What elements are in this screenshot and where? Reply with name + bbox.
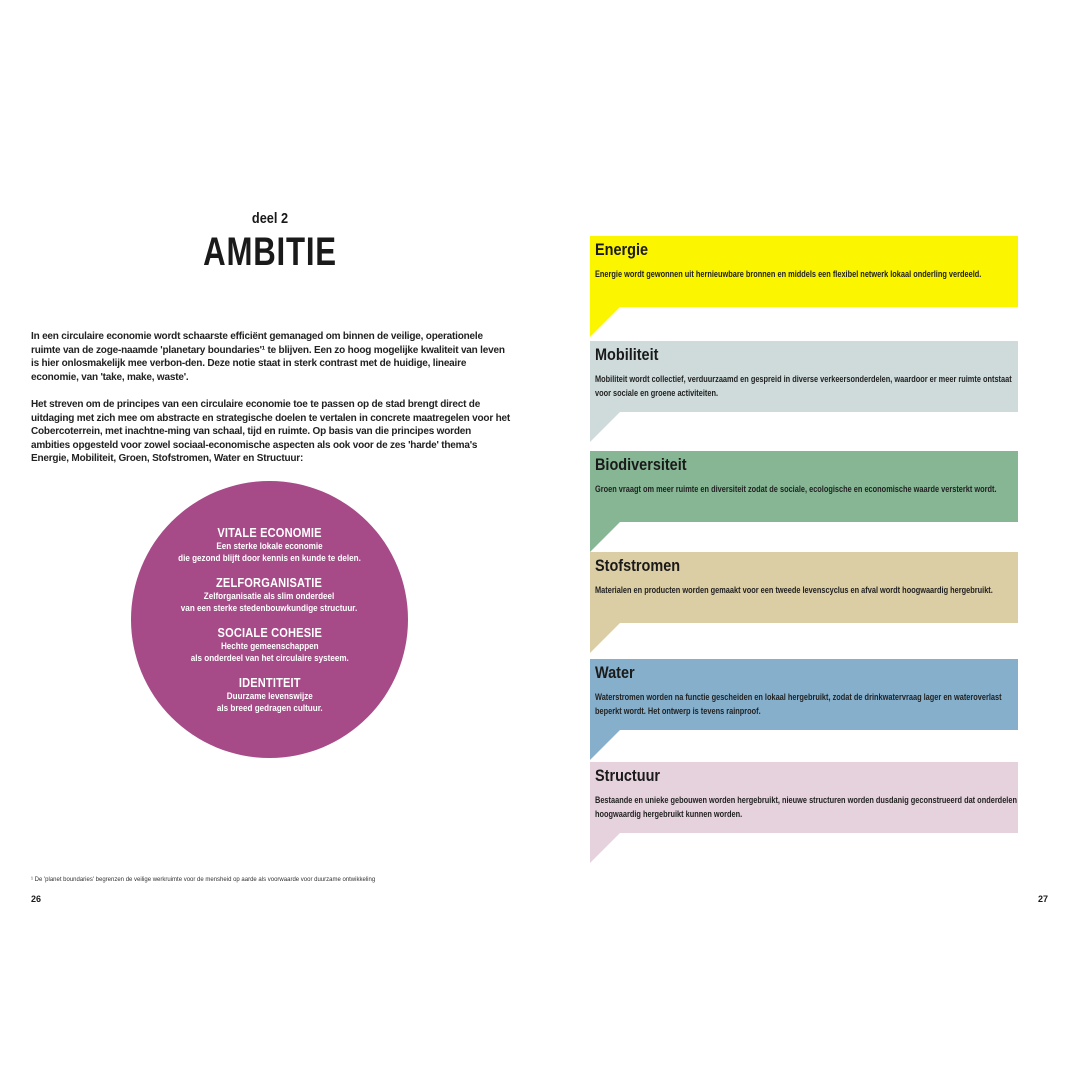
theme-energie: [590, 236, 1018, 307]
speech-tail-icon: [590, 307, 620, 337]
speech-tail-icon: [590, 412, 620, 442]
theme-title: Mobiliteit: [595, 345, 659, 364]
principle-description: Hechte gemeenschappen als onderdeel van het circulaire systeem.: [190, 640, 349, 663]
theme-text: Waterstromen worden na functie gescheiden en lokaal hergebruikt, zodat de drinkwatervraag lager en wateroverlast beperkt wordt. Het ontwerp is tevens rainproof.: [595, 692, 1002, 716]
principle-vitale-economie: [168, 525, 371, 565]
theme-structuur: [590, 762, 1018, 833]
principle-sociale-cohesie: [182, 625, 358, 665]
theme-text: Groen vraagt om meer ruimte en diversiteit zodat de sociale, ecologische en economische waarde versterkt wordt.: [595, 484, 997, 494]
theme-water: [590, 659, 1018, 730]
footnote: ¹ De 'planet boundaries' begrenzen de veilige werkruimte voor de mensheid op aarde als voorwaarde voor duurzame ontwikkeling: [31, 877, 376, 883]
theme-text: Mobiliteit wordt collectief, verduurzaamd en gespreid in diverse verkeersonderdelen, waardoor er meer ruimte ontstaat voor sociale en groene activiteiten.: [595, 374, 1012, 398]
section-label: deel 2: [251, 210, 289, 227]
principles-circle: [131, 481, 408, 758]
page-title: AMBITIE: [203, 230, 337, 274]
principle-zelforganisatie: [171, 575, 367, 615]
page-number: 27: [1037, 894, 1048, 904]
speech-tail-icon: [590, 833, 620, 863]
speech-tail-icon: [590, 623, 620, 653]
theme-biodiversiteit: [590, 451, 1018, 522]
theme-title: Biodiversiteit: [595, 455, 687, 474]
speech-tail-icon: [590, 730, 620, 760]
principle-title: VITALE ECONOMIE: [217, 524, 322, 540]
intro-paragraph: Het streven om de principes van een circulaire economie toe te passen op de stad brengt direct de uitdaging met zich mee om abstracte en strategische doelen te vertalen in concrete maatregelen voor het Cobercoterrein, met inachtne-ming van schaal, tijd en ruimte. Op basis van die principes worden ambities opgesteld voor zowel sociaal-economische aspecten als ook voor de zes 'harde' thema's Energie, Mobiliteit, Groen, Stofstromen, Water en Structuur:: [31, 399, 510, 464]
theme-text: Bestaande en unieke gebouwen worden hergebruikt, nieuwe structuren worden dusdanig geconstrueerd dat onderdelen hoogwaardig hergebruikt kunnen worden.: [595, 795, 1017, 819]
theme-mobiliteit: [590, 341, 1018, 412]
intro-paragraph: In een circulaire economie wordt schaarste efficiënt gemanaged om binnen de veilige, operationele ruimte van de zoge-naamde 'planetary boundaries'¹ te blijven. Een zo hoog mogelijke kwaliteit van leven is hier onlosmakelijk mee verbon-den. Deze notie staat in sterk contrast met de huidige, lineaire economie, van 'take, make, waste'.: [31, 331, 505, 383]
intro-text: [31, 330, 511, 480]
principle-title: ZELFORGANISATIE: [216, 574, 323, 590]
right-page: [540, 0, 1080, 1080]
principle-title: IDENTITEIT: [238, 674, 301, 690]
theme-title: Water: [595, 663, 635, 682]
speech-tail-icon: [590, 522, 620, 552]
theme-text: Materialen en producten worden gemaakt voor een tweede levenscyclus en afval wordt hoogwaardig hergebruikt.: [595, 585, 993, 595]
principle-description: Een sterke lokale economie die gezond blijft door kennis en kunde te delen.: [178, 540, 361, 563]
page-number: 26: [31, 894, 42, 904]
theme-text: Energie wordt gewonnen uit hernieuwbare bronnen en middels een flexibel netwerk lokaal onderling verdeeld.: [595, 269, 982, 279]
principle-title: SOCIALE COHESIE: [217, 624, 322, 640]
theme-stofstromen: [590, 552, 1018, 623]
theme-title: Energie: [595, 240, 649, 259]
principle-identiteit: [211, 675, 329, 715]
theme-title: Stofstromen: [595, 556, 681, 575]
theme-title: Structuur: [595, 766, 661, 785]
principle-description: Duurzame levenswijze als breed gedragen cultuur.: [216, 690, 323, 713]
principle-description: Zelforganisatie als slim onderdeel van een sterke stedenbouwkundige structuur.: [181, 590, 358, 613]
